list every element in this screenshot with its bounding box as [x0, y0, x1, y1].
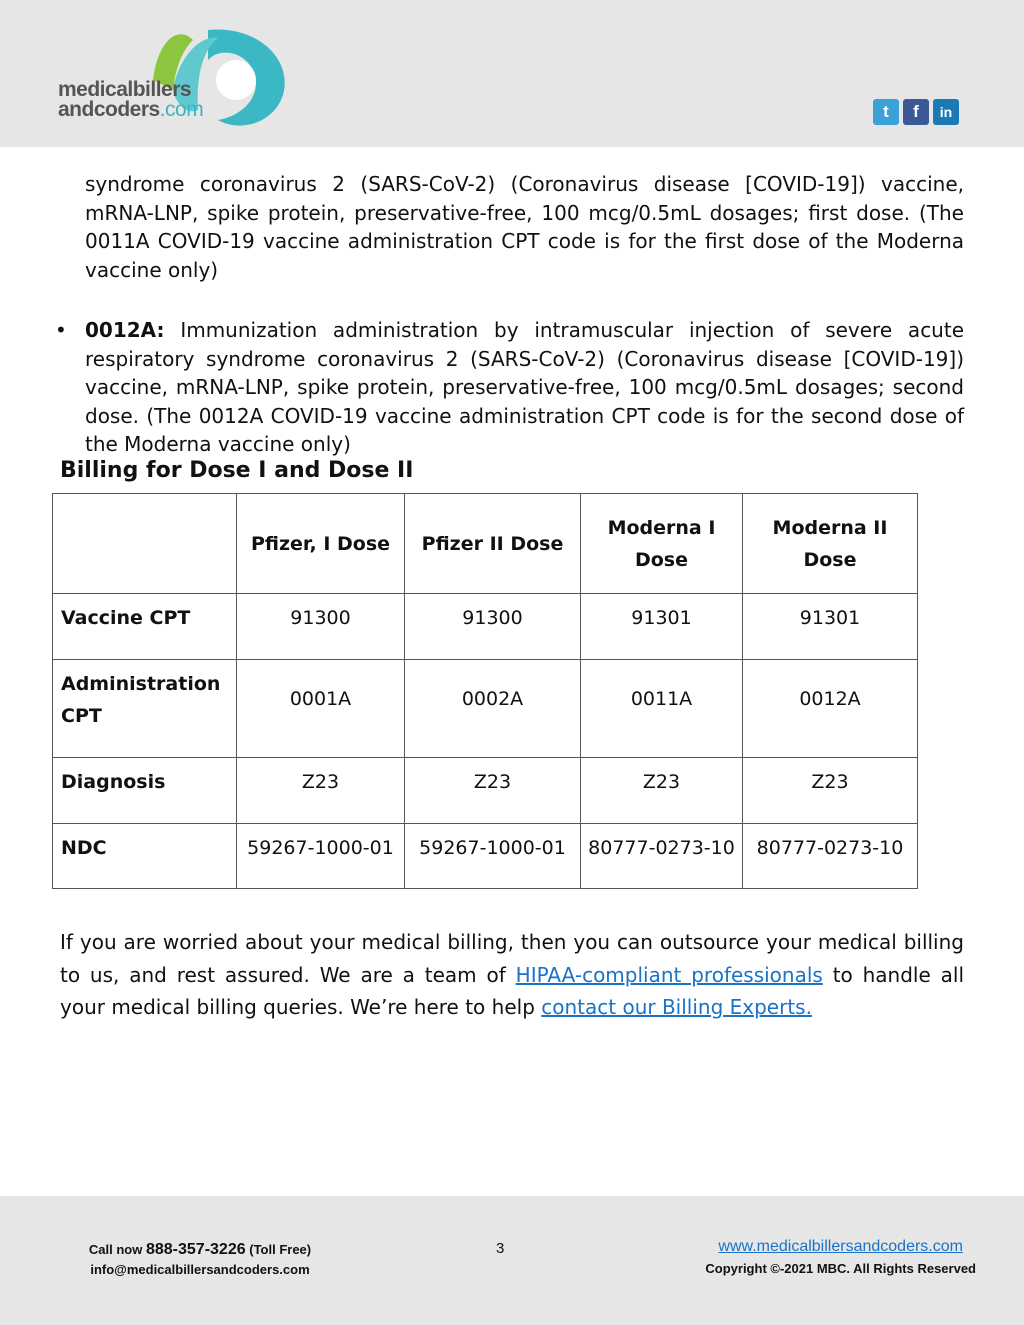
- table-cell: Z23: [581, 758, 743, 824]
- call-now-label: Call now: [88, 1242, 143, 1257]
- table-cell: Z23: [743, 758, 918, 824]
- footer-email[interactable]: info@medicalbillersandcoders.com: [90, 1262, 310, 1277]
- linkedin-icon[interactable]: in: [933, 99, 959, 125]
- table-row: [53, 594, 918, 660]
- continued-paragraph: syndrome coronavirus 2 (SARS-CoV-2) (Coronavirus disease [COVID-19]) vaccine, mRNA-LNP, spike protein, preservative-free, 100 mcg/0.5mL dosages; first dose. (The 0011A COVID-19 vaccine administration CPT code is for the first dose of the Moderna vaccine only): [85, 172, 964, 282]
- page-number: 3: [496, 1240, 505, 1257]
- table-row: [53, 824, 918, 889]
- table-header-row: [53, 494, 918, 594]
- copyright-text: Copyright ©-2021 MBC. All Rights Reserved: [705, 1261, 976, 1276]
- table-cell: 59267-1000-01: [237, 824, 405, 889]
- table-row: [53, 660, 918, 758]
- logo-line1: medicalbillers: [58, 78, 192, 101]
- table-cell: 91300: [405, 594, 581, 660]
- row-label: Administration CPT: [53, 660, 237, 758]
- bullet-text: Immunization administration by intramuscular injection of severe acute respiratory syndrome coronavirus 2 (SARS-CoV-2) (Coronavirus disease [COVID-19]) vaccine, mRNA-LNP, spike protein, preservative-free, 100 mcg/0.5mL dosages; second dose. (The 0012A COVID-19 vaccine administration CPT code is for the second dose of the Moderna vaccine only): [85, 318, 965, 456]
- table-cell: 91301: [743, 594, 918, 660]
- row-label: Diagnosis: [53, 758, 237, 824]
- toll-free-label: (Toll Free): [249, 1242, 312, 1257]
- section-title: Billing for Dose I and Dose II: [60, 458, 414, 483]
- table-header-cell: [53, 494, 237, 594]
- table-cell: 0011A: [581, 660, 743, 758]
- table-cell: 91300: [237, 594, 405, 660]
- website-link[interactable]: www.medicalbillersandcoders.com: [718, 1238, 963, 1255]
- table-cell: 0012A: [743, 660, 918, 758]
- social-links: [873, 99, 959, 125]
- phone-number[interactable]: 888-357-3226: [145, 1241, 246, 1258]
- closing-text-1: If you are worried about your medical billing, then you can outsource your medical billing to us, and rest assured. We are a team of: [60, 930, 964, 987]
- bullet-code: 0012A:: [85, 318, 165, 342]
- table-cell: 91301: [581, 594, 743, 660]
- table-row: [53, 758, 918, 824]
- table-cell: 80777-0273-10: [743, 824, 918, 889]
- hipaa-professionals-link[interactable]: HIPAA-compliant professionals: [515, 962, 823, 987]
- page-header: [0, 0, 1024, 147]
- page-footer: [0, 1196, 1024, 1325]
- facebook-icon[interactable]: f: [903, 99, 929, 125]
- table-cell: 0001A: [237, 660, 405, 758]
- table-cell: Z23: [237, 758, 405, 824]
- row-label: NDC: [53, 824, 237, 889]
- table-header-cell: Moderna II Dose: [743, 494, 918, 594]
- table-header-cell: Moderna I Dose: [581, 494, 743, 594]
- footer-right: [705, 1236, 976, 1280]
- row-label: Vaccine CPT: [53, 594, 237, 660]
- logo-text[interactable]: [58, 80, 203, 120]
- table-cell: 0002A: [405, 660, 581, 758]
- logo-com: .com: [159, 98, 204, 121]
- closing-text-2: to handle all your medical billing queries. We’re here to help: [60, 962, 965, 1019]
- contact-billing-experts-link[interactable]: contact our Billing Experts.: [541, 995, 812, 1019]
- list-item: [55, 316, 965, 459]
- billing-table: [52, 493, 918, 889]
- table-header-cell: Pfizer, I Dose: [237, 494, 405, 594]
- twitter-icon[interactable]: t: [873, 99, 899, 125]
- bullet-icon: •: [55, 318, 67, 342]
- footer-contact: [80, 1240, 320, 1280]
- logo-line2: andcoders: [58, 98, 160, 121]
- closing-paragraph: [60, 926, 964, 1024]
- table-cell: 59267-1000-01: [405, 824, 581, 889]
- table-cell: 80777-0273-10: [581, 824, 743, 889]
- table-header-cell: Pfizer II Dose: [405, 494, 581, 594]
- table-cell: Z23: [405, 758, 581, 824]
- body-content: [55, 170, 965, 459]
